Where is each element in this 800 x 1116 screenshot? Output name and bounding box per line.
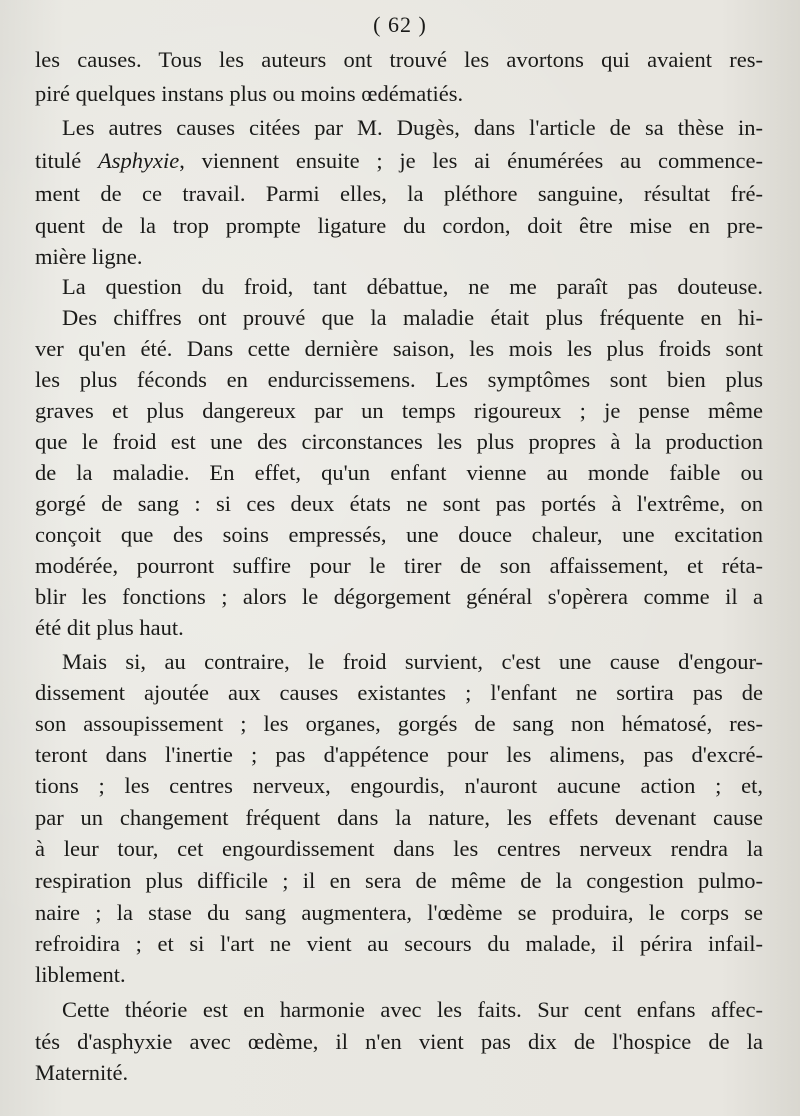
text-line: Des chiffres ont prouvé que la maladie était plus fréquente en hi-	[62, 305, 763, 330]
italic-term: Asphyxie	[98, 148, 180, 173]
text-line	[35, 146, 763, 176]
text-line: conçoit que des soins empressés, une douce chaleur, une excitation	[35, 522, 763, 547]
text-line: Mais si, au contraire, le froid survient, c'est une cause d'engour-	[62, 649, 763, 674]
text-line: respiration plus difficile ; il en sera de même de la congestion pulmo-	[35, 868, 763, 893]
text-line: été dit plus haut.	[35, 615, 184, 640]
text-fragment: , viennent ensuite ; je les ai énumérées au commence-	[179, 148, 763, 173]
text-line: naire ; la stase du sang augmentera, l'œdème se produira, le corps se	[35, 900, 763, 925]
text-line: graves et plus dangereux par un temps rigoureux ; je pense même	[35, 398, 763, 423]
text-line: tés d'asphyxie avec œdème, il n'en vient pas dix de l'hospice de la	[35, 1029, 763, 1054]
text-line: blir les fonctions ; alors le dégorgement général s'opèrera comme il a	[35, 584, 763, 609]
text-line: tions ; les centres nerveux, engourdis, n'auront aucune action ; et,	[35, 773, 763, 798]
text-line: ver qu'en été. Dans cette dernière saison, les mois les plus froids sont	[35, 336, 763, 361]
text-line: refroidira ; et si l'art ne vient au secours du malade, il périra infail-	[35, 931, 763, 956]
text-fragment: titulé	[35, 148, 99, 173]
text-line: modérée, pourront suffire pour le tirer de son affaissement, et réta-	[35, 553, 763, 578]
text-line: piré quelques instans plus ou moins œdématiés.	[35, 81, 464, 106]
text-line: gorgé de sang : si ces deux états ne sont pas portés à l'extrême, on	[35, 491, 763, 516]
text-line: à leur tour, cet engourdissement dans les centres nerveux rendra la	[35, 836, 763, 861]
text-line: quent de la trop prompte ligature du cordon, doit être mise en pre-	[35, 213, 763, 238]
text-line: teront dans l'inertie ; pas d'appétence pour les alimens, pas d'excré-	[35, 742, 763, 767]
text-line: liblement.	[35, 962, 126, 987]
text-line: mière ligne.	[35, 244, 143, 269]
page-number: ( 62 )	[373, 12, 427, 37]
text-line: les causes. Tous les auteurs ont trouvé les avortons qui avaient res-	[35, 47, 763, 72]
text-line: que le froid est une des circonstances les plus propres à la production	[35, 429, 763, 454]
text-line: les plus féconds en endurcissemens. Les symptômes sont bien plus	[35, 367, 763, 392]
text-line: Cette théorie est en harmonie avec les faits. Sur cent enfans affec-	[62, 997, 763, 1022]
text-line: Les autres causes citées par M. Dugès, dans l'article de sa thèse in-	[62, 115, 763, 140]
text-line: son assoupissement ; les organes, gorgés de sang non hématosé, res-	[35, 711, 763, 736]
text-line: dissement ajoutée aux causes existantes ; l'enfant ne sortira pas de	[35, 680, 763, 705]
text-line: Maternité.	[35, 1060, 129, 1085]
text-line: ment de ce travail. Parmi elles, la pléthore sanguine, résultat fré-	[35, 181, 763, 206]
text-line: par un changement fréquent dans la nature, les effets devenant cause	[35, 805, 763, 830]
text-line: de la maladie. En effet, qu'un enfant vienne au monde faible ou	[35, 460, 763, 485]
text-line: La question du froid, tant débattue, ne me paraît pas douteuse.	[62, 274, 763, 299]
